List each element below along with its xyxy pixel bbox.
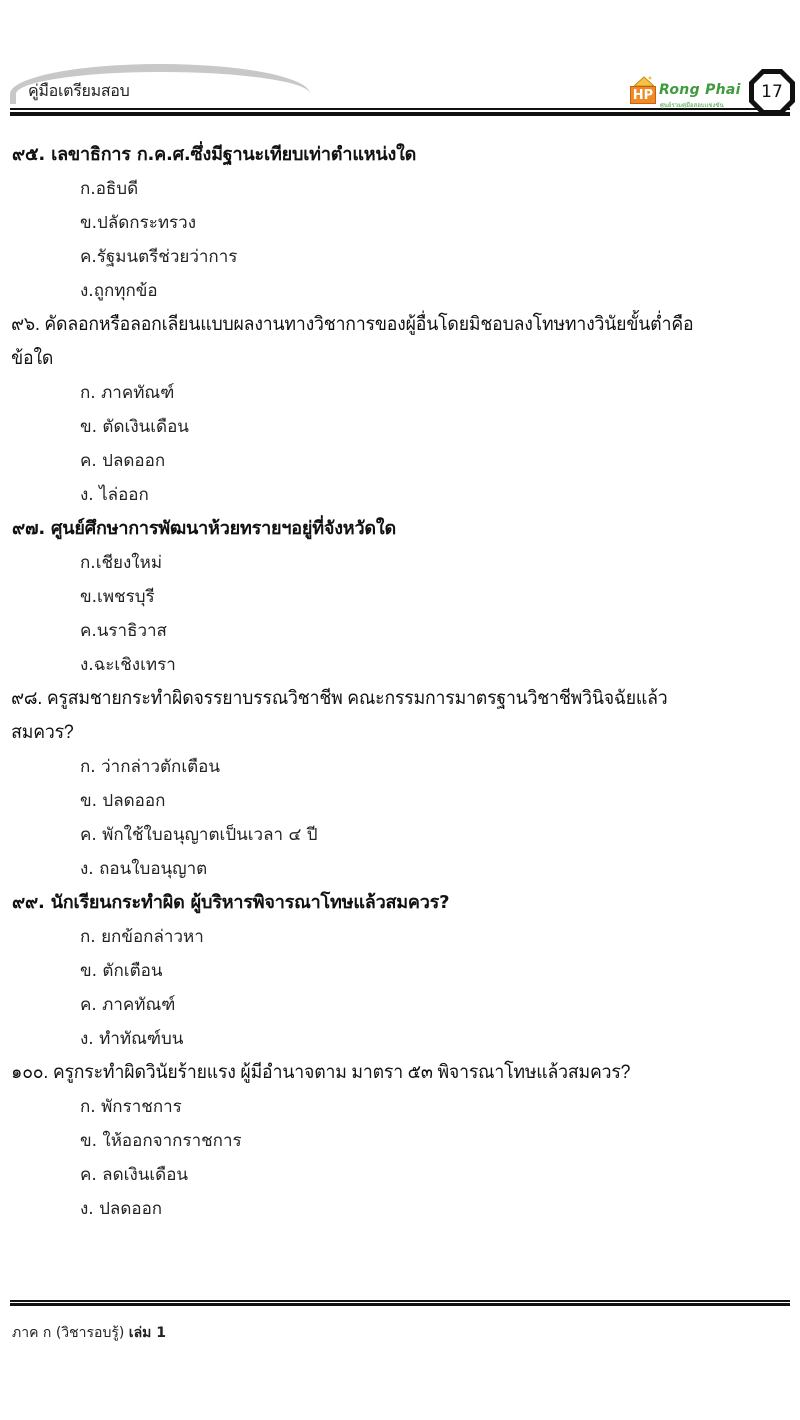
question-text: เลขาธิการ ก.ค.ศ.ซึ่งมีฐานะเทียบเท่าตำแหน่งใด: [51, 144, 417, 165]
option: ก. ว่ากล่าวตักเตือน: [80, 757, 221, 777]
page-footer: [12, 1322, 166, 1344]
question-text: ครูสมชายกระทำผิดจรรยาบรรณวิชาชีพ คณะกรรมการมาตรฐานวิชาชีพวินิจฉัยแล้ว: [46, 688, 668, 709]
option: ก. ภาคทัณฑ์: [80, 383, 175, 403]
option: ค.นราธิวาส: [80, 621, 167, 641]
option: ง. ไล่ออก: [80, 485, 149, 505]
header-divider-thick: [10, 112, 790, 116]
question-96-continued: ข้อใด: [11, 348, 54, 369]
question-98-continued: สมควร?: [11, 722, 74, 743]
option: ข. ให้ออกจากราชการ: [80, 1131, 242, 1151]
option: ค.รัฐมนตรีช่วยว่าการ: [80, 247, 238, 267]
option: ง. ถอนใบอนุญาต: [80, 859, 208, 879]
option: ก.อธิบดี: [80, 179, 139, 199]
question-96: [0, 308, 794, 342]
option: ง. ทำทัณฑ์บน: [80, 1029, 184, 1049]
footer-volume: เล่ม 1: [128, 1325, 166, 1341]
footer-section: ภาค ก (วิชารอบรู้): [12, 1325, 125, 1341]
question-98: [0, 682, 794, 716]
question-number: ๙๕.: [12, 144, 46, 165]
option: ค. ภาคทัณฑ์: [80, 995, 176, 1015]
option: ข. ตัดเงินเดือน: [80, 417, 189, 437]
option: ค. ลดเงินเดือน: [80, 1165, 189, 1185]
question-text: ศูนย์ศึกษาการพัฒนาห้วยทรายฯอยู่ที่จังหวัดใด: [51, 518, 396, 539]
logo-tagline: ศูนย์รวมคู่มือสอบแข่งขัน: [660, 102, 724, 109]
page-header: [0, 0, 800, 125]
option: ค. ปลดออก: [80, 451, 166, 471]
option: ง. ปลดออก: [80, 1199, 163, 1219]
logo-name: Rong Phai: [659, 82, 741, 98]
header-title: คู่มือเตรียมสอบ: [28, 81, 130, 100]
option: ก.เชียงใหม่: [80, 553, 163, 573]
question-number: ๑๐๐.: [11, 1062, 49, 1083]
page-number: 17: [761, 82, 783, 102]
footer-divider-thick: [10, 1303, 790, 1306]
option: ก. พักราชการ: [80, 1097, 182, 1117]
question-99: [0, 886, 800, 920]
option: ข. ตักเตือน: [80, 961, 163, 981]
question-95: [0, 138, 800, 172]
question-100: [0, 1056, 794, 1090]
logo-mark: HP: [630, 86, 656, 104]
option: ง.ถูกทุกข้อ: [80, 281, 158, 301]
question-text: ครูกระทำผิดวินัยร้ายแรง ผู้มีอำนาจตาม มาตรา ๕๓ พิจารณาโทษแล้วสมควร?: [52, 1062, 631, 1083]
question-number: ๙๘.: [11, 688, 43, 709]
question-number: ๙๙.: [12, 892, 45, 913]
option: ข.เพชรบุรี: [80, 587, 155, 607]
question-text: นักเรียนกระทำผิด ผู้บริหารพิจารณาโทษแล้วสมควร?: [50, 892, 450, 913]
page-number-badge: [748, 68, 796, 116]
rong-phai-logo: [630, 74, 748, 108]
question-text: คัดลอกหรือลอกเลียนแบบผลงานทางวิชาการของผู้อื่นโดยมิชอบลงโทษทางวินัยขั้นต่ำคือ: [44, 314, 694, 335]
option: ข.ปลัดกระทรวง: [80, 213, 197, 233]
footer-divider-thin: [10, 1300, 790, 1302]
option: ข. ปลดออก: [80, 791, 166, 811]
question-number: ๙๗.: [12, 518, 45, 539]
question-list: [0, 138, 800, 1226]
house-roof-icon: [634, 76, 654, 86]
question-number: ๙๖.: [11, 314, 40, 335]
option: ก. ยกข้อกล่าวหา: [80, 927, 204, 947]
option: ค. พักใช้ใบอนุญาตเป็นเวลา ๔ ปี: [80, 825, 318, 845]
question-97: [0, 512, 800, 546]
option: ง.ฉะเชิงเทรา: [80, 655, 176, 675]
